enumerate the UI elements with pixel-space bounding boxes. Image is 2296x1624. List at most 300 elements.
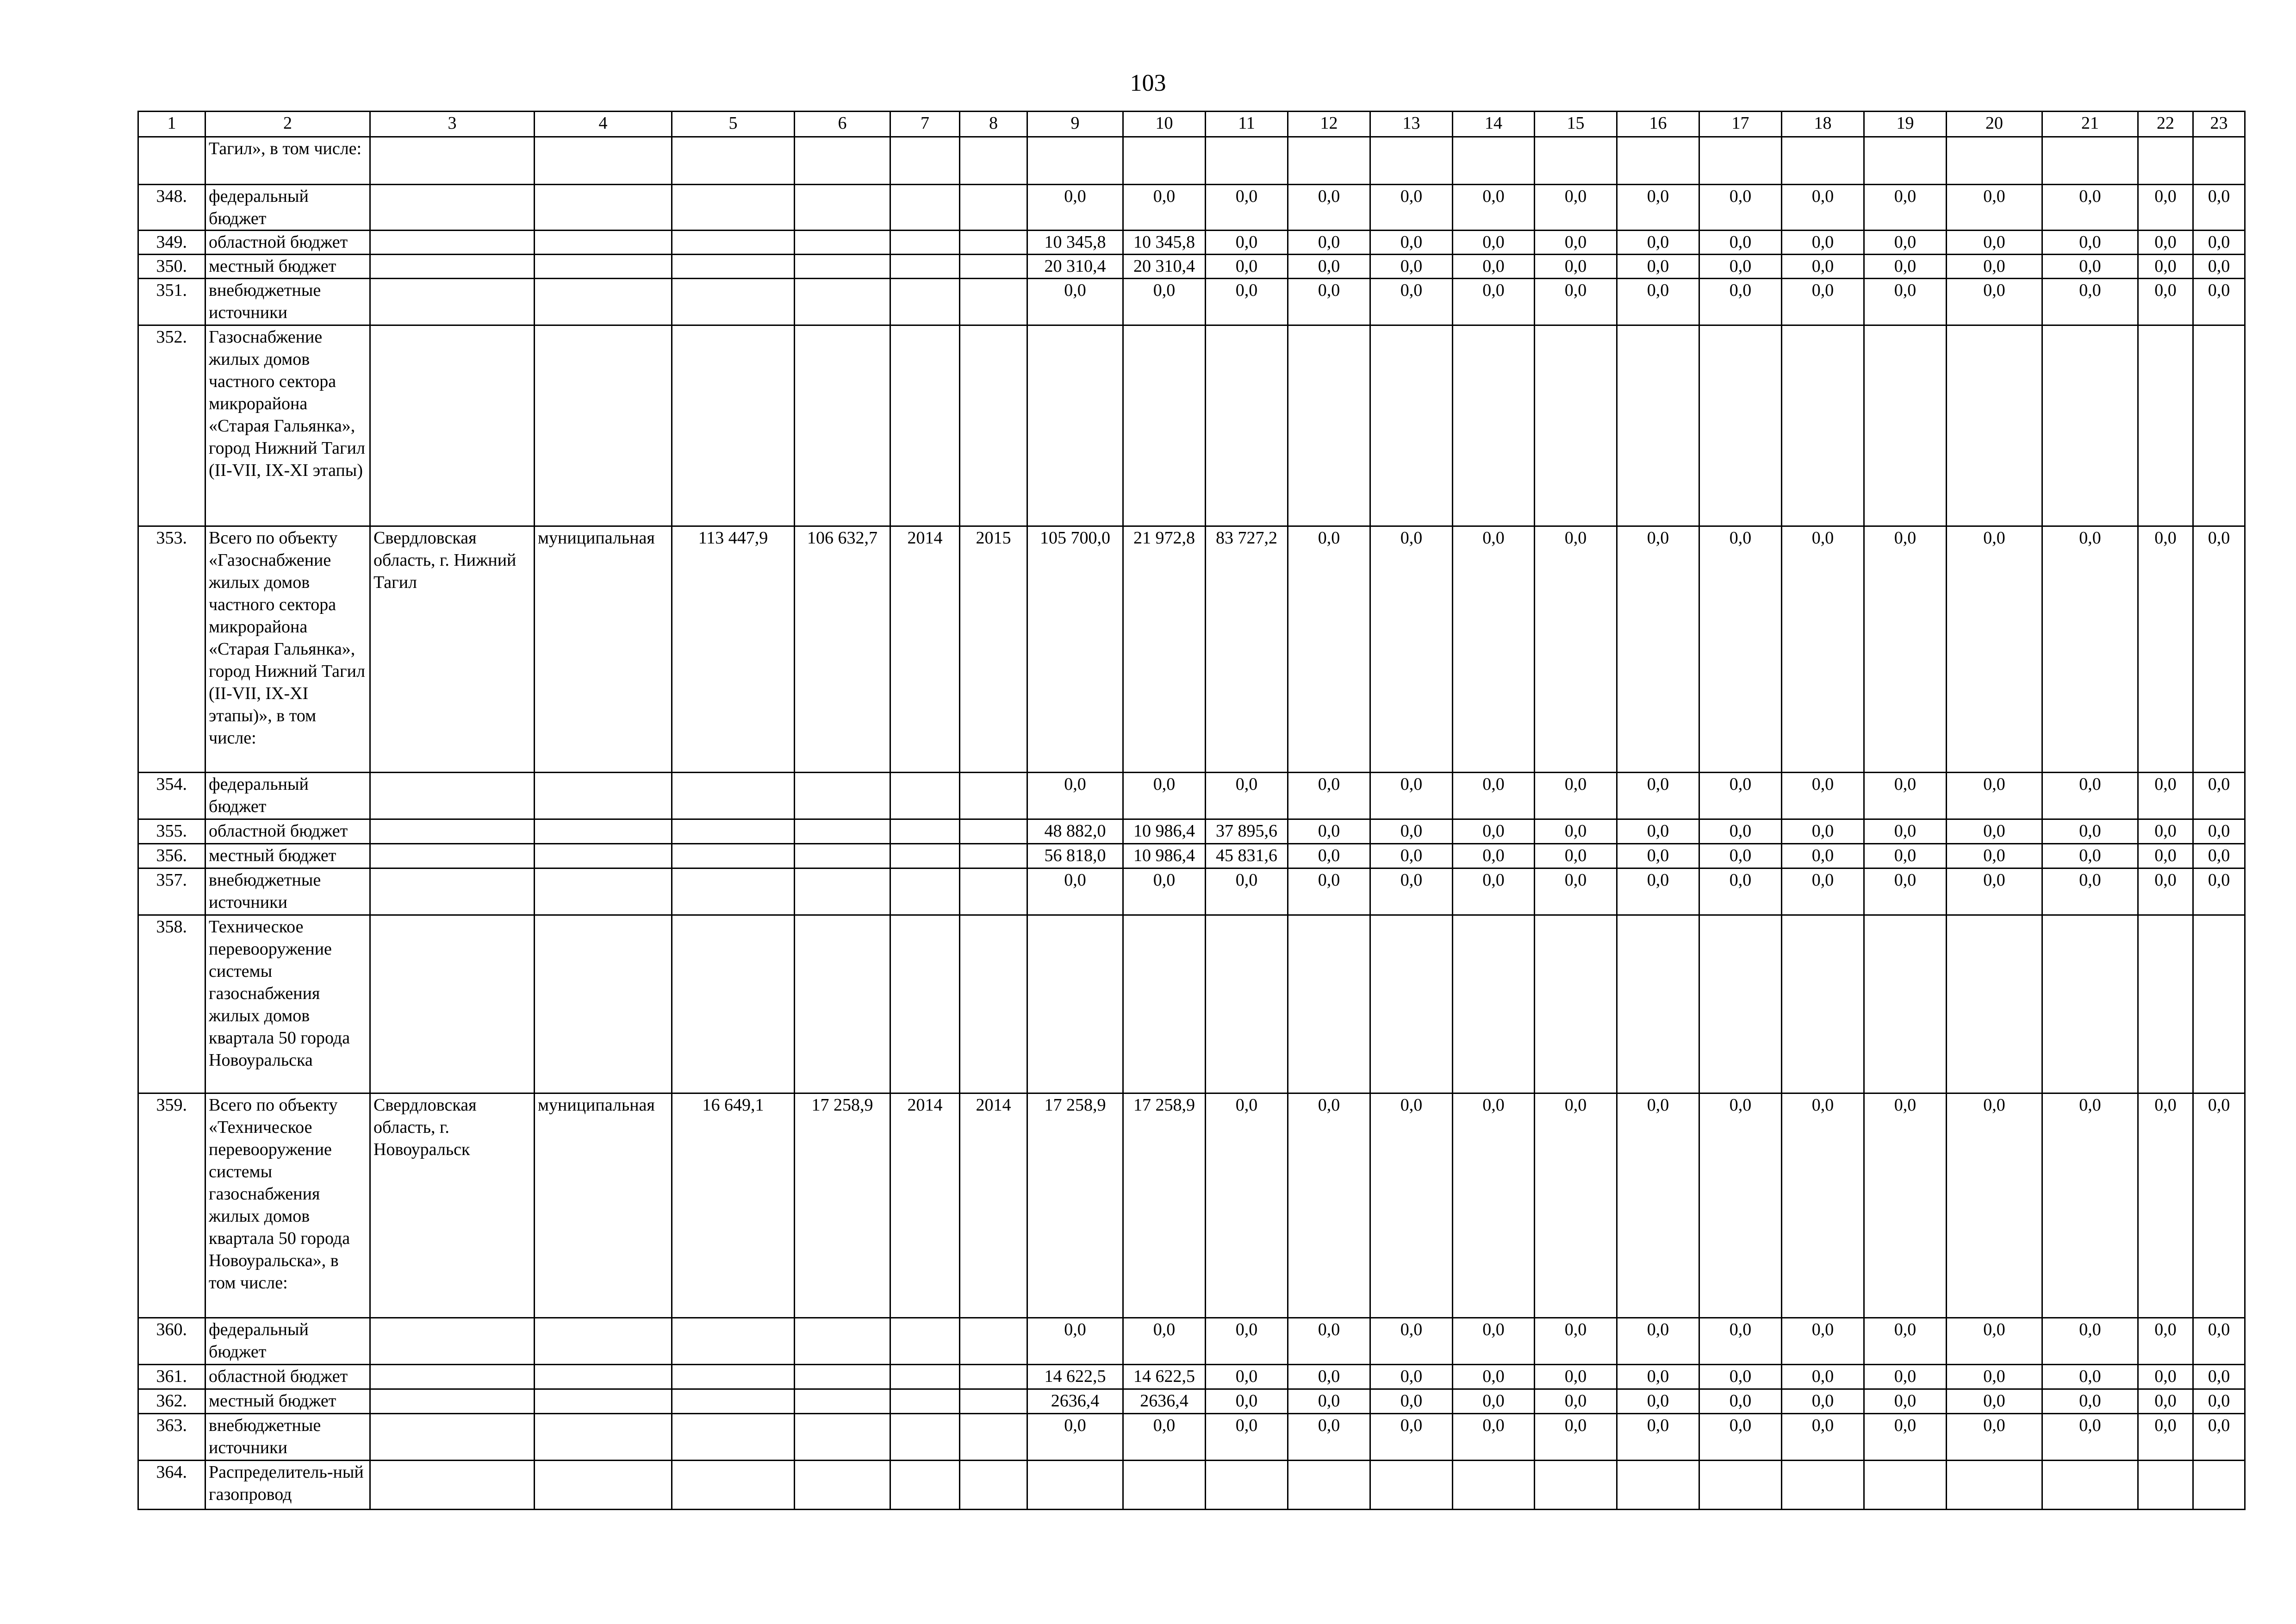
value-cell: 0,0 bbox=[1288, 1389, 1370, 1414]
item-name: Всего по объекту «Газоснабжение жилых домов частного сектора микрорайона «Старая Гальянка», город Нижний Тагил (II-VII, IX-XI этапы)», в том числе: bbox=[205, 526, 370, 773]
value-cell: 0,0 bbox=[1782, 279, 1864, 325]
location bbox=[370, 255, 535, 279]
value-cell: 10 345,8 bbox=[1027, 231, 1123, 255]
value-cell: 0,0 bbox=[1206, 1414, 1288, 1461]
value-cell: 0,0 bbox=[1535, 1365, 1617, 1389]
end-year bbox=[960, 255, 1027, 279]
value-cell bbox=[1370, 915, 1453, 1093]
value-cell: 0,0 bbox=[1453, 773, 1535, 819]
value-cell: 0,0 bbox=[1699, 526, 1782, 773]
value-cell: 37 895,6 bbox=[1206, 819, 1288, 844]
value-cell: 0,0 bbox=[2193, 1365, 2245, 1389]
row-number: 360. bbox=[138, 1318, 205, 1365]
value-cell bbox=[1535, 915, 1617, 1093]
value-cell: 0,0 bbox=[1947, 868, 2042, 915]
ownership bbox=[535, 279, 672, 325]
value-cell bbox=[2193, 137, 2245, 185]
value-cell: 0,0 bbox=[1123, 1318, 1206, 1365]
value-cell bbox=[1288, 915, 1370, 1093]
column-number: 21 bbox=[2042, 112, 2138, 137]
value-cell bbox=[1864, 915, 1947, 1093]
value-cell: 0,0 bbox=[1288, 1365, 1370, 1389]
value-cell: 0,0 bbox=[1453, 844, 1535, 868]
value-cell: 0,0 bbox=[1947, 185, 2042, 231]
value-cell: 0,0 bbox=[1288, 773, 1370, 819]
value-cell: 0,0 bbox=[1453, 231, 1535, 255]
ownership bbox=[535, 844, 672, 868]
end-year bbox=[960, 819, 1027, 844]
value-cell: 0,0 bbox=[1617, 844, 1699, 868]
value-cell: 0,0 bbox=[1453, 1093, 1535, 1318]
table-row bbox=[138, 844, 2245, 868]
start-year: 2014 bbox=[890, 1093, 960, 1318]
value-cell: 10 345,8 bbox=[1123, 231, 1206, 255]
end-year bbox=[960, 325, 1027, 526]
ownership bbox=[535, 1414, 672, 1461]
value-cell: 0,0 bbox=[1123, 185, 1206, 231]
value-cell: 0,0 bbox=[1864, 868, 1947, 915]
value-cell: 20 310,4 bbox=[1027, 255, 1123, 279]
value-cell: 0,0 bbox=[1206, 1365, 1288, 1389]
ownership bbox=[535, 325, 672, 526]
contract-cost bbox=[795, 819, 890, 844]
value-cell bbox=[1027, 325, 1123, 526]
contract-cost bbox=[795, 1318, 890, 1365]
value-cell: 0,0 bbox=[1535, 868, 1617, 915]
value-cell: 0,0 bbox=[1288, 819, 1370, 844]
value-cell bbox=[1947, 325, 2042, 526]
value-cell: 0,0 bbox=[2042, 1318, 2138, 1365]
start-year bbox=[890, 1414, 960, 1461]
value-cell: 0,0 bbox=[1535, 1318, 1617, 1365]
end-year bbox=[960, 1389, 1027, 1414]
item-name: федеральный бюджет bbox=[205, 773, 370, 819]
value-cell bbox=[1206, 1461, 1288, 1510]
value-cell: 0,0 bbox=[2193, 819, 2245, 844]
start-year bbox=[890, 255, 960, 279]
estimated-cost bbox=[672, 1414, 795, 1461]
estimated-cost bbox=[672, 231, 795, 255]
value-cell: 0,0 bbox=[1617, 1414, 1699, 1461]
value-cell: 0,0 bbox=[1617, 1093, 1699, 1318]
column-number: 23 bbox=[2193, 112, 2245, 137]
end-year bbox=[960, 137, 1027, 185]
table-row bbox=[138, 1461, 2245, 1510]
value-cell: 0,0 bbox=[1617, 773, 1699, 819]
table-row bbox=[138, 279, 2245, 325]
column-number: 22 bbox=[2138, 112, 2193, 137]
ownership bbox=[535, 1389, 672, 1414]
end-year bbox=[960, 231, 1027, 255]
row-number bbox=[138, 137, 205, 185]
column-number: 10 bbox=[1123, 112, 1206, 137]
value-cell: 0,0 bbox=[1453, 185, 1535, 231]
table-row bbox=[138, 868, 2245, 915]
value-cell: 45 831,6 bbox=[1206, 844, 1288, 868]
value-cell: 0,0 bbox=[2138, 279, 2193, 325]
value-cell: 0,0 bbox=[1617, 526, 1699, 773]
value-cell: 0,0 bbox=[1699, 185, 1782, 231]
value-cell: 0,0 bbox=[1864, 185, 1947, 231]
value-cell: 0,0 bbox=[1782, 773, 1864, 819]
row-number: 354. bbox=[138, 773, 205, 819]
value-cell: 0,0 bbox=[1535, 185, 1617, 231]
contract-cost bbox=[795, 279, 890, 325]
contract-cost bbox=[795, 844, 890, 868]
value-cell bbox=[1947, 137, 2042, 185]
estimated-cost bbox=[672, 1389, 795, 1414]
value-cell: 0,0 bbox=[1864, 1093, 1947, 1318]
value-cell: 0,0 bbox=[1699, 844, 1782, 868]
row-number: 364. bbox=[138, 1461, 205, 1510]
value-cell: 0,0 bbox=[1947, 526, 2042, 773]
value-cell: 0,0 bbox=[1864, 255, 1947, 279]
value-cell: 0,0 bbox=[1864, 819, 1947, 844]
row-number: 361. bbox=[138, 1365, 205, 1389]
value-cell bbox=[1535, 325, 1617, 526]
value-cell: 0,0 bbox=[1782, 844, 1864, 868]
value-cell: 0,0 bbox=[2138, 868, 2193, 915]
item-name: Техническое перевооружение системы газоснабжения жилых домов квартала 50 города Новоуральска bbox=[205, 915, 370, 1093]
value-cell: 0,0 bbox=[1288, 1414, 1370, 1461]
value-cell: 0,0 bbox=[1617, 1318, 1699, 1365]
value-cell: 0,0 bbox=[1123, 868, 1206, 915]
end-year bbox=[960, 185, 1027, 231]
estimated-cost bbox=[672, 773, 795, 819]
value-cell: 0,0 bbox=[2138, 526, 2193, 773]
value-cell: 0,0 bbox=[1453, 1414, 1535, 1461]
value-cell bbox=[1782, 915, 1864, 1093]
value-cell: 0,0 bbox=[1370, 1093, 1453, 1318]
value-cell: 0,0 bbox=[1617, 1389, 1699, 1414]
budget-table bbox=[137, 111, 2246, 1510]
table-row bbox=[138, 1093, 2245, 1318]
value-cell: 0,0 bbox=[1782, 185, 1864, 231]
value-cell: 0,0 bbox=[1370, 185, 1453, 231]
value-cell: 0,0 bbox=[1617, 1365, 1699, 1389]
location bbox=[370, 1414, 535, 1461]
value-cell: 0,0 bbox=[1453, 1318, 1535, 1365]
value-cell: 0,0 bbox=[1699, 279, 1782, 325]
value-cell: 0,0 bbox=[2138, 1318, 2193, 1365]
value-cell bbox=[1123, 137, 1206, 185]
column-number: 1 bbox=[138, 112, 205, 137]
value-cell bbox=[1288, 325, 1370, 526]
value-cell bbox=[1288, 1461, 1370, 1510]
end-year bbox=[960, 915, 1027, 1093]
page-number: 103 bbox=[1130, 70, 1166, 96]
value-cell: 0,0 bbox=[1288, 279, 1370, 325]
location bbox=[370, 819, 535, 844]
ownership bbox=[535, 137, 672, 185]
value-cell: 0,0 bbox=[2193, 868, 2245, 915]
value-cell bbox=[2042, 137, 2138, 185]
value-cell: 0,0 bbox=[1782, 868, 1864, 915]
value-cell bbox=[1453, 137, 1535, 185]
table-row bbox=[138, 185, 2245, 231]
value-cell: 0,0 bbox=[1370, 868, 1453, 915]
estimated-cost: 16 649,1 bbox=[672, 1093, 795, 1318]
value-cell: 0,0 bbox=[1947, 279, 2042, 325]
value-cell: 0,0 bbox=[1370, 526, 1453, 773]
start-year: 2014 bbox=[890, 526, 960, 773]
value-cell: 0,0 bbox=[2193, 1389, 2245, 1414]
value-cell: 0,0 bbox=[1617, 819, 1699, 844]
value-cell: 0,0 bbox=[2138, 844, 2193, 868]
value-cell: 0,0 bbox=[1206, 279, 1288, 325]
value-cell: 0,0 bbox=[1453, 1389, 1535, 1414]
contract-cost bbox=[795, 231, 890, 255]
value-cell: 0,0 bbox=[1782, 255, 1864, 279]
value-cell: 0,0 bbox=[1453, 819, 1535, 844]
value-cell: 0,0 bbox=[2138, 231, 2193, 255]
column-number: 20 bbox=[1947, 112, 2042, 137]
item-name: местный бюджет bbox=[205, 844, 370, 868]
value-cell: 0,0 bbox=[1535, 844, 1617, 868]
estimated-cost bbox=[672, 1461, 795, 1510]
estimated-cost bbox=[672, 185, 795, 231]
contract-cost bbox=[795, 137, 890, 185]
ownership bbox=[535, 1318, 672, 1365]
value-cell: 0,0 bbox=[1699, 868, 1782, 915]
value-cell: 0,0 bbox=[2193, 279, 2245, 325]
table-row bbox=[138, 526, 2245, 773]
value-cell: 0,0 bbox=[2042, 844, 2138, 868]
value-cell: 0,0 bbox=[2042, 279, 2138, 325]
location bbox=[370, 137, 535, 185]
contract-cost: 17 258,9 bbox=[795, 1093, 890, 1318]
contract-cost bbox=[795, 1365, 890, 1389]
contract-cost bbox=[795, 185, 890, 231]
end-year bbox=[960, 1318, 1027, 1365]
value-cell: 0,0 bbox=[1864, 1414, 1947, 1461]
value-cell: 0,0 bbox=[1782, 1365, 1864, 1389]
row-number: 352. bbox=[138, 325, 205, 526]
value-cell: 0,0 bbox=[1699, 1093, 1782, 1318]
value-cell: 0,0 bbox=[1206, 185, 1288, 231]
estimated-cost bbox=[672, 819, 795, 844]
value-cell: 0,0 bbox=[1535, 773, 1617, 819]
column-number: 8 bbox=[960, 112, 1027, 137]
value-cell bbox=[1123, 915, 1206, 1093]
value-cell: 21 972,8 bbox=[1123, 526, 1206, 773]
value-cell: 0,0 bbox=[2138, 185, 2193, 231]
value-cell bbox=[2042, 915, 2138, 1093]
value-cell bbox=[1699, 1461, 1782, 1510]
value-cell: 14 622,5 bbox=[1027, 1365, 1123, 1389]
value-cell: 0,0 bbox=[1699, 255, 1782, 279]
value-cell: 0,0 bbox=[1370, 819, 1453, 844]
value-cell: 0,0 bbox=[1370, 231, 1453, 255]
column-number: 11 bbox=[1206, 112, 1288, 137]
start-year bbox=[890, 1389, 960, 1414]
value-cell bbox=[1535, 1461, 1617, 1510]
value-cell: 0,0 bbox=[1453, 279, 1535, 325]
contract-cost bbox=[795, 325, 890, 526]
value-cell bbox=[1617, 1461, 1699, 1510]
value-cell: 17 258,9 bbox=[1027, 1093, 1123, 1318]
value-cell: 0,0 bbox=[1864, 1318, 1947, 1365]
value-cell: 0,0 bbox=[1535, 1389, 1617, 1414]
start-year bbox=[890, 844, 960, 868]
value-cell: 10 986,4 bbox=[1123, 819, 1206, 844]
value-cell: 0,0 bbox=[1370, 1365, 1453, 1389]
table-row bbox=[138, 137, 2245, 185]
value-cell bbox=[1782, 137, 1864, 185]
value-cell bbox=[1453, 1461, 1535, 1510]
table-row bbox=[138, 1414, 2245, 1461]
table-row bbox=[138, 231, 2245, 255]
start-year bbox=[890, 819, 960, 844]
value-cell: 0,0 bbox=[1206, 868, 1288, 915]
row-number: 362. bbox=[138, 1389, 205, 1414]
value-cell: 0,0 bbox=[2042, 526, 2138, 773]
value-cell bbox=[2138, 915, 2193, 1093]
value-cell: 0,0 bbox=[2042, 1389, 2138, 1414]
value-cell: 0,0 bbox=[1027, 1414, 1123, 1461]
value-cell: 0,0 bbox=[1864, 526, 1947, 773]
estimated-cost bbox=[672, 915, 795, 1093]
row-number: 355. bbox=[138, 819, 205, 844]
end-year bbox=[960, 1461, 1027, 1510]
row-number: 359. bbox=[138, 1093, 205, 1318]
estimated-cost bbox=[672, 279, 795, 325]
estimated-cost bbox=[672, 137, 795, 185]
value-cell: 0,0 bbox=[2193, 1414, 2245, 1461]
value-cell bbox=[1370, 1461, 1453, 1510]
table-row bbox=[138, 819, 2245, 844]
value-cell: 0,0 bbox=[1947, 844, 2042, 868]
value-cell: 0,0 bbox=[1864, 844, 1947, 868]
value-cell bbox=[1617, 137, 1699, 185]
value-cell bbox=[1947, 915, 2042, 1093]
value-cell bbox=[1699, 915, 1782, 1093]
value-cell bbox=[1027, 137, 1123, 185]
value-cell: 0,0 bbox=[1947, 1365, 2042, 1389]
ownership bbox=[535, 255, 672, 279]
value-cell: 0,0 bbox=[1370, 773, 1453, 819]
value-cell bbox=[1864, 1461, 1947, 1510]
end-year bbox=[960, 868, 1027, 915]
value-cell: 0,0 bbox=[1535, 1414, 1617, 1461]
value-cell: 0,0 bbox=[1947, 1093, 2042, 1318]
value-cell: 0,0 bbox=[1782, 1414, 1864, 1461]
value-cell bbox=[1206, 325, 1288, 526]
value-cell: 0,0 bbox=[1370, 279, 1453, 325]
estimated-cost bbox=[672, 1318, 795, 1365]
value-cell: 0,0 bbox=[1370, 1318, 1453, 1365]
end-year: 2015 bbox=[960, 526, 1027, 773]
value-cell: 0,0 bbox=[1947, 1389, 2042, 1414]
value-cell: 10 986,4 bbox=[1123, 844, 1206, 868]
estimated-cost bbox=[672, 255, 795, 279]
row-number: 349. bbox=[138, 231, 205, 255]
value-cell: 0,0 bbox=[2138, 819, 2193, 844]
value-cell: 0,0 bbox=[2138, 1389, 2193, 1414]
location bbox=[370, 773, 535, 819]
value-cell: 48 882,0 bbox=[1027, 819, 1123, 844]
value-cell: 0,0 bbox=[1699, 231, 1782, 255]
value-cell: 0,0 bbox=[1782, 1318, 1864, 1365]
value-cell: 0,0 bbox=[1864, 231, 1947, 255]
location bbox=[370, 1461, 535, 1510]
column-number: 12 bbox=[1288, 112, 1370, 137]
value-cell: 0,0 bbox=[1617, 185, 1699, 231]
value-cell: 0,0 bbox=[1206, 1389, 1288, 1414]
value-cell: 0,0 bbox=[2193, 1318, 2245, 1365]
value-cell bbox=[1864, 325, 1947, 526]
value-cell: 0,0 bbox=[1947, 819, 2042, 844]
value-cell: 0,0 bbox=[1288, 1093, 1370, 1318]
item-name: внебюджетные источники bbox=[205, 279, 370, 325]
end-year bbox=[960, 1365, 1027, 1389]
column-number: 13 bbox=[1370, 112, 1453, 137]
value-cell: 0,0 bbox=[1699, 1414, 1782, 1461]
value-cell bbox=[2193, 1461, 2245, 1510]
value-cell: 0,0 bbox=[1864, 1365, 1947, 1389]
ownership bbox=[535, 231, 672, 255]
value-cell: 0,0 bbox=[1288, 844, 1370, 868]
item-name: внебюджетные источники bbox=[205, 868, 370, 915]
estimated-cost bbox=[672, 868, 795, 915]
row-number: 356. bbox=[138, 844, 205, 868]
value-cell: 2636,4 bbox=[1123, 1389, 1206, 1414]
location bbox=[370, 844, 535, 868]
value-cell: 0,0 bbox=[1947, 1414, 2042, 1461]
value-cell: 0,0 bbox=[1782, 526, 1864, 773]
value-cell: 0,0 bbox=[1947, 1318, 2042, 1365]
value-cell: 0,0 bbox=[1699, 819, 1782, 844]
value-cell: 0,0 bbox=[1288, 1318, 1370, 1365]
value-cell: 56 818,0 bbox=[1027, 844, 1123, 868]
value-cell bbox=[1370, 137, 1453, 185]
contract-cost: 106 632,7 bbox=[795, 526, 890, 773]
value-cell: 0,0 bbox=[1782, 231, 1864, 255]
value-cell: 20 310,4 bbox=[1123, 255, 1206, 279]
value-cell: 0,0 bbox=[1453, 1365, 1535, 1389]
value-cell: 0,0 bbox=[1206, 1318, 1288, 1365]
start-year bbox=[890, 137, 960, 185]
value-cell: 0,0 bbox=[1864, 1389, 1947, 1414]
value-cell bbox=[1947, 1461, 2042, 1510]
ownership: муниципальная bbox=[535, 526, 672, 773]
contract-cost bbox=[795, 255, 890, 279]
value-cell bbox=[1206, 137, 1288, 185]
location bbox=[370, 1365, 535, 1389]
start-year bbox=[890, 185, 960, 231]
value-cell: 0,0 bbox=[1782, 1093, 1864, 1318]
row-number: 353. bbox=[138, 526, 205, 773]
start-year bbox=[890, 1461, 960, 1510]
estimated-cost: 113 447,9 bbox=[672, 526, 795, 773]
column-number: 6 bbox=[795, 112, 890, 137]
row-number: 351. bbox=[138, 279, 205, 325]
value-cell: 0,0 bbox=[1617, 279, 1699, 325]
value-cell bbox=[1206, 915, 1288, 1093]
value-cell: 17 258,9 bbox=[1123, 1093, 1206, 1318]
end-year bbox=[960, 279, 1027, 325]
value-cell: 14 622,5 bbox=[1123, 1365, 1206, 1389]
column-number: 15 bbox=[1535, 112, 1617, 137]
ownership bbox=[535, 819, 672, 844]
item-name: Распределитель-ный газопровод bbox=[205, 1461, 370, 1510]
contract-cost bbox=[795, 868, 890, 915]
value-cell: 0,0 bbox=[1699, 1365, 1782, 1389]
start-year bbox=[890, 279, 960, 325]
location: Свердловская область, г. Нижний Тагил bbox=[370, 526, 535, 773]
start-year bbox=[890, 1365, 960, 1389]
item-name: Тагил», в том числе: bbox=[205, 137, 370, 185]
